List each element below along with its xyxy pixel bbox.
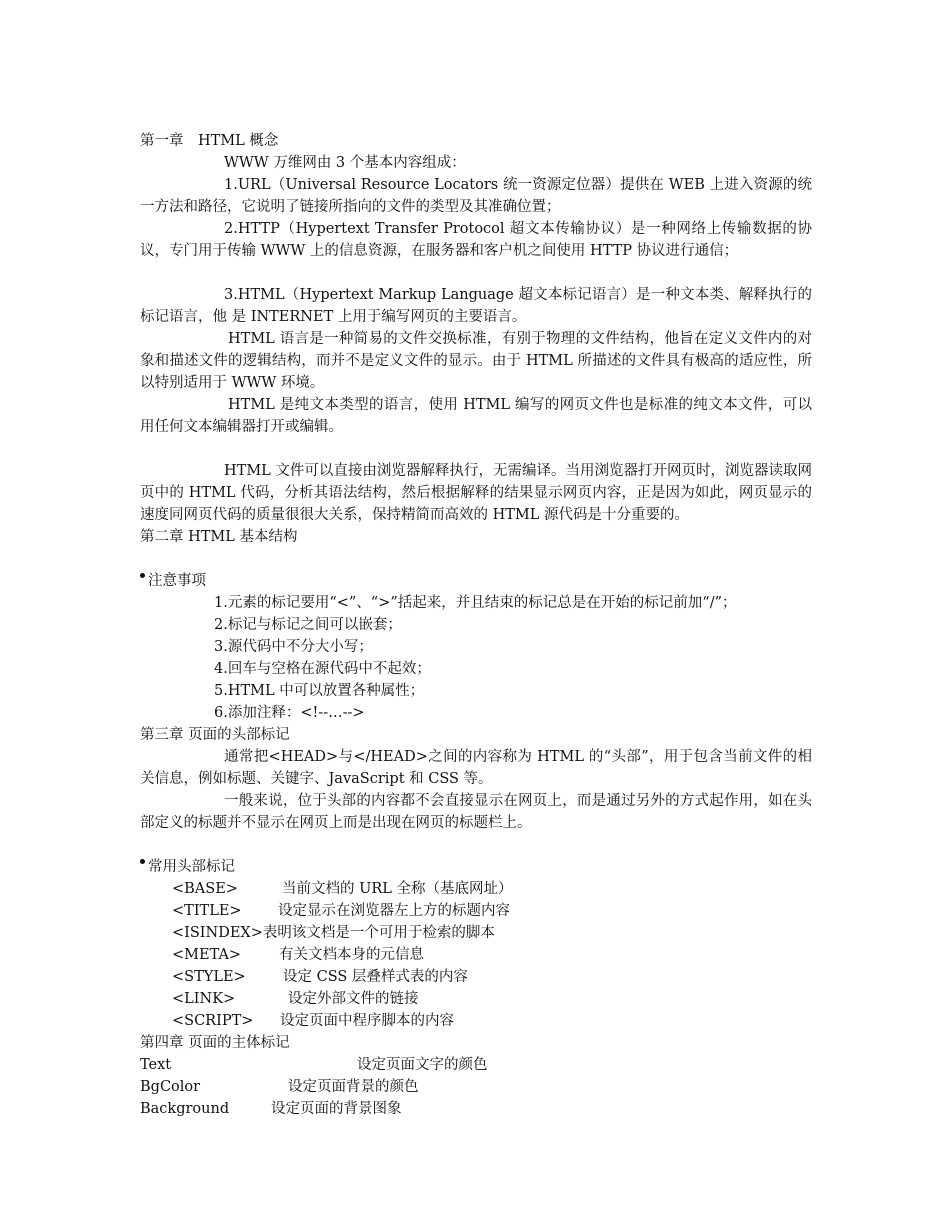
ch1-paragraph-html-standard: HTML 语言是一种简易的文件交换标准，有别于物理的文件结构，他旨在定义文件内的对象和描述文件的逻辑结构，而并不是定义文件的显示。由于 HTML 所描述的文件具有极高的适应性，所以特别适用于 WWW 环境。 (140, 331, 812, 391)
list-item: 5.HTML 中可以放置各种属性； (214, 683, 425, 699)
head-tags-heading-text: 常用头部标记 (148, 859, 235, 875)
ch1-paragraph-plain-text: HTML 是纯文本类型的语言，使用 HTML 编写的网页文件也是标准的纯文本文件，可以用任何文本编辑器打开或编辑。 (140, 397, 812, 435)
list-item (140, 900, 812, 922)
tag-desc: 设定 CSS 层叠样式表的内容 (283, 969, 468, 985)
spacer (140, 548, 812, 570)
tag-desc: 表明该文档是一个可用于检索的脚本 (262, 925, 495, 941)
attr-name: Text (140, 1057, 172, 1073)
tag-name: <LINK> (172, 991, 236, 1007)
chapter-3-title: 第三章 页面的头部标记 (140, 727, 290, 743)
ch1-paragraph-url: 1.URL（Universal Resource Locators 统一资源定位器）提供在 WEB 上进入资源的统一方法和路径，它说明了链接所指向的文件的类型及其准确位置； (140, 177, 812, 215)
chapter-1-title: 第一章 HTML 概念 (140, 133, 279, 149)
bullet-icon (140, 573, 145, 578)
list-item: 4.回车与空格在源代码中不起效； (214, 661, 431, 677)
list-item: 6.添加注释：<!--…--> (214, 705, 365, 721)
bullet-icon (140, 859, 145, 864)
list-item (140, 988, 812, 1010)
chapter-4-title: 第四章 页面的主体标记 (140, 1035, 290, 1051)
ch3-paragraph-head: 通常把<HEAD>与</HEAD>之间的内容称为 HTML 的“头部”，用于包含当前文件的相关信息，例如标题、关键字、JavaScript 和 CSS 等。 (140, 749, 812, 787)
list-item: 2.标记与标记之间可以嵌套； (214, 617, 402, 633)
tag-name: <SCRIPT> (172, 1013, 254, 1029)
list-item (140, 1076, 812, 1098)
ch1-paragraph-html: 3.HTML（Hypertext Markup Language 超文本标记语言）是一种文本类、解释执行的标记语言，他 是 INTERNET 上用于编写网页的主要语言。 (140, 287, 812, 325)
spacer (140, 262, 812, 284)
attr-name: Background (140, 1101, 230, 1117)
tag-desc: 设定显示在浏览器左上方的标题内容 (278, 903, 510, 919)
notes-heading-text: 注意事项 (148, 573, 206, 589)
ch3-paragraph-head-display: 一般来说，位于头部的内容都不会直接显示在网页上，而是通过另外的方式起作用，如在头部定义的标题并不显示在网页上而是出现在网页的标题栏上。 (140, 793, 812, 831)
head-tags-list (140, 878, 812, 1032)
list-item: 1.元素的标记要用“<”、“>”括起来，并且结束的标记总是在开始的标记前加“/”； (214, 595, 737, 611)
list-item (140, 922, 812, 944)
list-item (140, 1010, 812, 1032)
head-tags-heading (140, 856, 812, 878)
ch1-paragraph-http: 2.HTTP（Hypertext Transfer Protocol 超文本传输协议）是一种网络上传输数据的协议，专门用于传输 WWW 上的信息资源，在服务器和客户机之间使用 HTTP 协议进行通信； (140, 221, 812, 259)
tag-desc: 当前文档的 URL 全称（基底网址） (282, 881, 513, 897)
notes-list (140, 592, 812, 724)
list-item (140, 944, 812, 966)
list-item (140, 1098, 812, 1120)
attr-desc: 设定页面文字的颜色 (357, 1057, 488, 1073)
ch1-intro: WWW 万维网由 3 个基本内容组成： (224, 155, 466, 171)
notes-heading (140, 570, 812, 592)
tag-name: <ISINDEX> (172, 925, 263, 941)
list-item (140, 966, 812, 988)
attr-desc: 设定页面背景的颜色 (288, 1079, 419, 1095)
document-page (140, 130, 812, 1120)
chapter-2-title: 第二章 HTML 基本结构 (140, 529, 298, 545)
tag-name: <STYLE> (172, 969, 246, 985)
attr-desc: 设定页面的背景图象 (271, 1101, 402, 1117)
spacer (140, 834, 812, 856)
tag-name: <TITLE> (172, 903, 242, 919)
attr-name: BgColor (140, 1079, 201, 1095)
tag-desc: 设定外部文件的链接 (288, 991, 419, 1007)
tag-desc: 设定页面中程序脚本的内容 (280, 1013, 454, 1029)
ch1-paragraph-browser: HTML 文件可以直接由浏览器解释执行，无需编译。当用浏览器打开网页时，浏览器读取网页中的 HTML 代码，分析其语法结构，然后根据解释的结果显示网页内容，正是因为如此，网页显示的速度同网页代码的质量很很大关系，保持精简而高效的 HTML 源代码是十分重要的。 (140, 463, 812, 523)
list-item: 3.源代码中不分大小写； (214, 639, 373, 655)
list-item (140, 878, 812, 900)
tag-name: <META> (172, 947, 242, 963)
spacer (140, 438, 812, 460)
list-item (140, 1054, 812, 1076)
tag-name: <BASE> (172, 881, 238, 897)
tag-desc: 有关文档本身的元信息 (279, 947, 424, 963)
